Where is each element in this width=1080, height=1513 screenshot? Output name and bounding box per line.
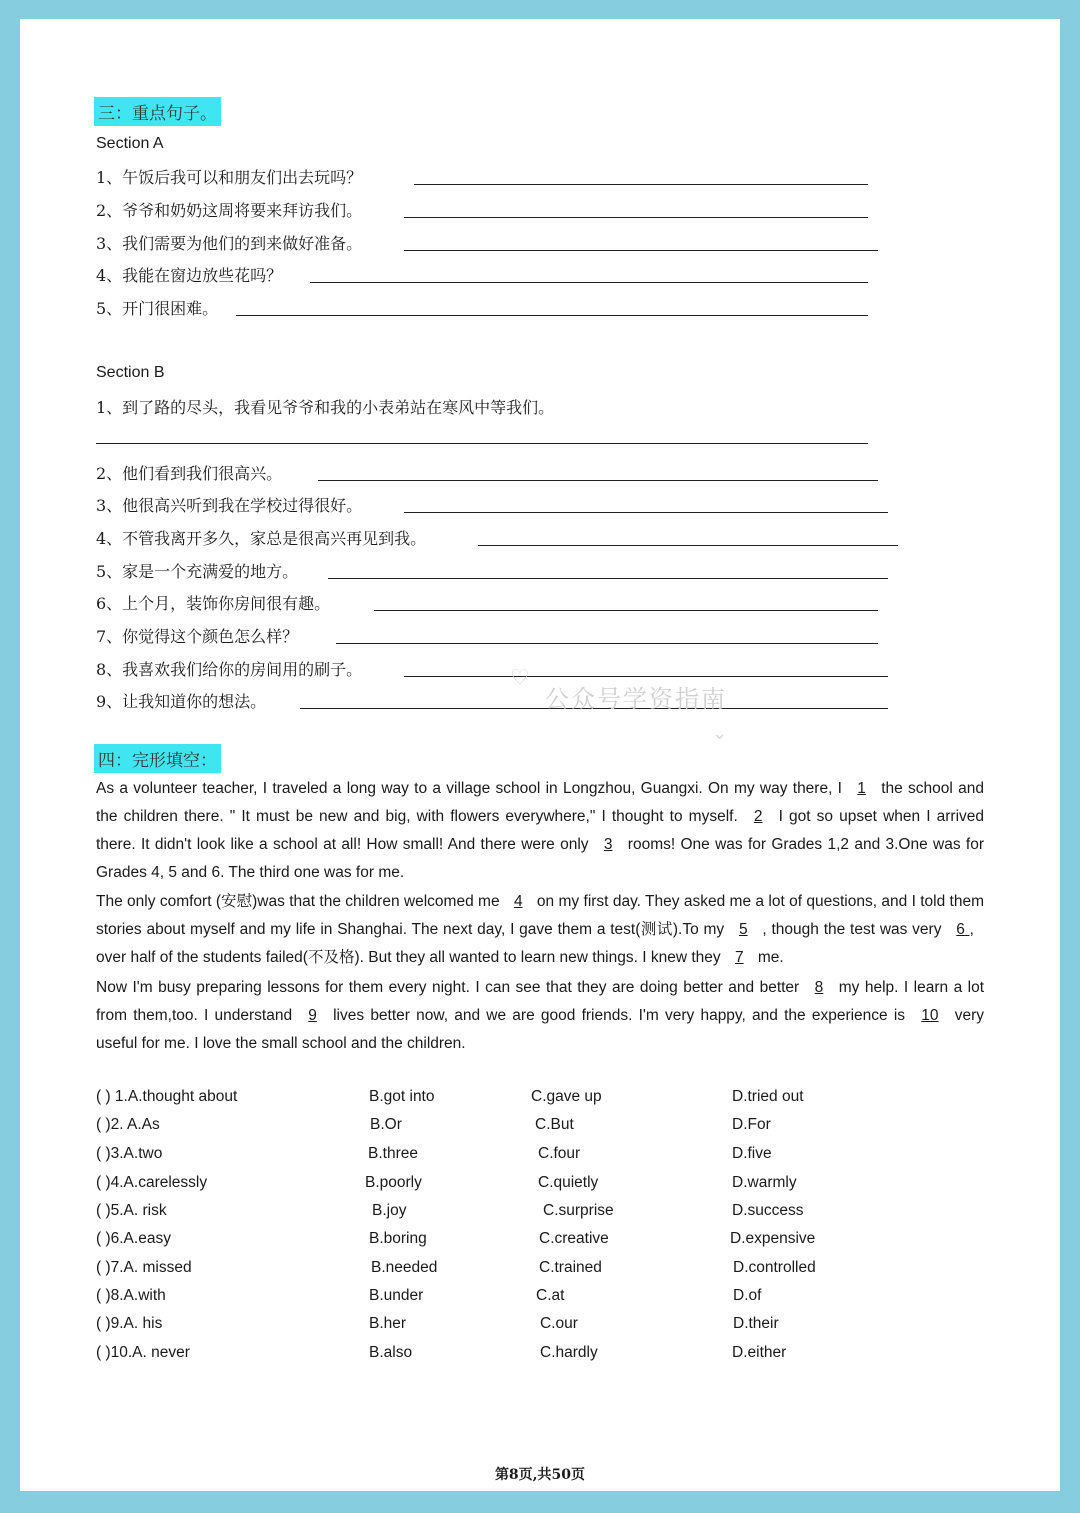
answer-line[interactable] <box>318 480 878 481</box>
passage-paragraph-3 <box>96 974 984 1058</box>
option-row-9-d[interactable]: D.their <box>733 1315 779 1332</box>
answer-line[interactable] <box>404 217 868 218</box>
section-b-label: Section B <box>96 364 165 381</box>
blank-4[interactable]: 4 <box>513 893 523 910</box>
blank-9[interactable]: 9 <box>308 1007 317 1024</box>
option-row-8-c[interactable]: C.at <box>536 1287 565 1304</box>
answer-line[interactable] <box>478 545 898 546</box>
option-row-9-a[interactable]: ( )9.A. his <box>96 1315 163 1332</box>
option-row-1-b[interactable]: B.got into <box>369 1088 435 1105</box>
answer-line[interactable] <box>96 443 868 444</box>
passage-text: on my first day. They asked me a lot of questions, and I told them stories about myself and my life in Shanghai. The next day, I gave them a test(测试).To my <box>96 893 985 938</box>
option-row-2-c[interactable]: C.But <box>535 1116 574 1133</box>
passage-text: I got so upset when I arrived there. It didn't look like a school at all! How small! And there were only <box>96 808 985 853</box>
answer-line[interactable] <box>414 184 868 185</box>
option-row-5-d[interactable]: D.success <box>732 1202 804 1219</box>
option-row-5-c[interactable]: C.surprise <box>543 1202 614 1219</box>
part4-heading: 四：完形填空： <box>94 744 221 773</box>
option-row-3-b[interactable]: B.three <box>368 1145 418 1162</box>
blank-10[interactable]: 10 <box>921 1007 939 1024</box>
answer-line[interactable] <box>404 676 888 677</box>
passage-text: my help. I learn a lot from them,too. I understand <box>96 979 985 1024</box>
section-b-item-2: 2、他们看到我们很高兴。 <box>96 464 283 483</box>
section-b-item-7: 7、你觉得这个颜色怎么样？ <box>96 627 299 646</box>
option-row-4-d[interactable]: D.warmly <box>732 1174 797 1191</box>
option-row-7-b[interactable]: B.needed <box>371 1259 438 1276</box>
section-a-item-5: 5、开门很困难。 <box>96 299 219 318</box>
option-row-5-a[interactable]: ( )5.A. risk <box>96 1202 167 1219</box>
answer-line[interactable] <box>328 578 888 579</box>
option-row-2-b[interactable]: B.Or <box>370 1116 402 1133</box>
option-row-2-a[interactable]: ( )2. A.As <box>96 1116 160 1133</box>
option-row-1-c[interactable]: C.gave up <box>531 1088 602 1105</box>
blank-8[interactable]: 8 <box>814 979 824 996</box>
answer-line[interactable] <box>404 250 878 251</box>
passage-text: me. <box>757 949 784 966</box>
option-row-10-b[interactable]: B.also <box>369 1344 413 1361</box>
option-row-4-c[interactable]: C.quietly <box>538 1174 599 1191</box>
blank-5[interactable]: 5 <box>738 921 748 938</box>
option-row-6-d[interactable]: D.expensive <box>730 1230 816 1247</box>
passage-text: rooms! One was for Grades 1,2 and 3.One was for Grades 4, 5 and 6. The third one was for me. <box>96 836 984 881</box>
option-row-3-c[interactable]: C.four <box>538 1145 581 1162</box>
option-row-10-a[interactable]: ( )10.A. never <box>96 1344 190 1361</box>
option-row-7-d[interactable]: D.controlled <box>733 1259 816 1276</box>
answer-line[interactable] <box>404 512 888 513</box>
option-row-1-d[interactable]: D.tried out <box>732 1088 804 1105</box>
section-b-item-9: 9、让我知道你的想法。 <box>96 692 267 711</box>
option-row-3-a[interactable]: ( )3.A.two <box>96 1145 163 1162</box>
blank-3[interactable]: 3 <box>603 836 613 853</box>
passage-text: over half of the students failed(不及格). But they all wanted to learn new things. I knew they <box>96 949 721 966</box>
section-a-item-2: 2、爷爷和奶奶这周将要来拜访我们。 <box>96 201 363 220</box>
blank-2[interactable]: 2 <box>753 808 763 825</box>
passage-text: Now I'm busy preparing lessons for them every night. I can see that they are doing better and better <box>96 979 800 996</box>
section-b-item-4: 4、不管我离开多久，家总是很高兴再见到我。 <box>96 529 427 548</box>
option-row-6-c[interactable]: C.creative <box>539 1230 609 1247</box>
blank-7[interactable]: 7 <box>734 949 744 966</box>
worksheet-page <box>20 19 1060 1491</box>
page-number: 第8页,共50页 <box>494 1467 586 1483</box>
option-row-7-a[interactable]: ( )7.A. missed <box>96 1259 192 1276</box>
passage-text: , though the test was very <box>762 921 942 938</box>
option-row-10-c[interactable]: C.hardly <box>540 1344 598 1361</box>
option-row-6-b[interactable]: B.boring <box>369 1230 427 1247</box>
passage-text: As a volunteer teacher, I traveled a long way to a village school in Longzhou, Guangxi. On my way there, I <box>96 780 842 797</box>
section-b-item-8: 8、我喜欢我们给你的房间用的刷子。 <box>96 660 363 679</box>
watermark-chevron-icon: ⌄ <box>712 723 728 743</box>
answer-line[interactable] <box>236 315 868 316</box>
option-row-9-b[interactable]: B.her <box>369 1315 407 1332</box>
option-row-8-b[interactable]: B.under <box>369 1287 424 1304</box>
passage-text: very useful for me. I love the small school and the children. <box>96 1007 985 1052</box>
passage-text: The only comfort (安慰)was that the children welcomed me <box>96 893 500 910</box>
option-row-10-d[interactable]: D.either <box>732 1344 787 1361</box>
blank-1[interactable]: 1 <box>857 780 866 797</box>
passage-text: the school and the children there. " It must be new and big, with flowers everywhere," I thought to myself. <box>96 780 985 825</box>
option-row-7-c[interactable]: C.trained <box>539 1259 602 1276</box>
answer-line[interactable] <box>374 610 878 611</box>
answer-line[interactable] <box>310 282 868 283</box>
section-b-item-6: 6、上个月，装饰你房间很有趣。 <box>96 594 331 613</box>
blank-6[interactable]: 6 , <box>956 921 974 938</box>
cloze-passage <box>96 775 984 1058</box>
option-row-9-c[interactable]: C.our <box>540 1315 578 1332</box>
option-row-8-a[interactable]: ( )8.A.with <box>96 1287 166 1304</box>
section-a-item-3: 3、我们需要为他们的到来做好准备。 <box>96 234 363 253</box>
section-b-item-5: 5、家是一个充满爱的地方。 <box>96 562 299 581</box>
option-row-4-b[interactable]: B.poorly <box>365 1174 422 1191</box>
option-row-6-a[interactable]: ( )6.A.easy <box>96 1230 171 1247</box>
watermark: 公众号学资指南 <box>545 685 727 713</box>
option-row-8-d[interactable]: D.of <box>733 1287 762 1304</box>
option-row-5-b[interactable]: B.joy <box>372 1202 407 1219</box>
passage-text: lives better now, and we are good friends. I'm very happy, and the experience is <box>333 1007 906 1024</box>
option-row-3-d[interactable]: D.five <box>732 1145 772 1162</box>
section-b-item-1: 1、到了路的尽头，我看见爷爷和我的小表弟站在寒风中等我们。 <box>96 398 555 417</box>
section-a-item-4: 4、我能在窗边放些花吗？ <box>96 266 283 285</box>
section-b-item-3: 3、他很高兴听到我在学校过得很好。 <box>96 496 363 515</box>
answer-line[interactable] <box>336 643 878 644</box>
option-row-2-d[interactable]: D.For <box>732 1116 771 1133</box>
part3-heading: 三：重点句子。 <box>94 97 221 126</box>
option-row-4-a[interactable]: ( )4.A.carelessly <box>96 1174 208 1191</box>
section-a-label: Section A <box>96 135 164 152</box>
passage-paragraph-2 <box>96 888 984 972</box>
section-a-item-1: 1、午饭后我可以和朋友们出去玩吗？ <box>96 168 363 187</box>
watermark-heart-icon: ♡ <box>510 665 530 690</box>
passage-paragraph-1 <box>96 775 984 887</box>
option-row-1-a[interactable]: ( ) 1.A.thought about <box>96 1088 238 1105</box>
